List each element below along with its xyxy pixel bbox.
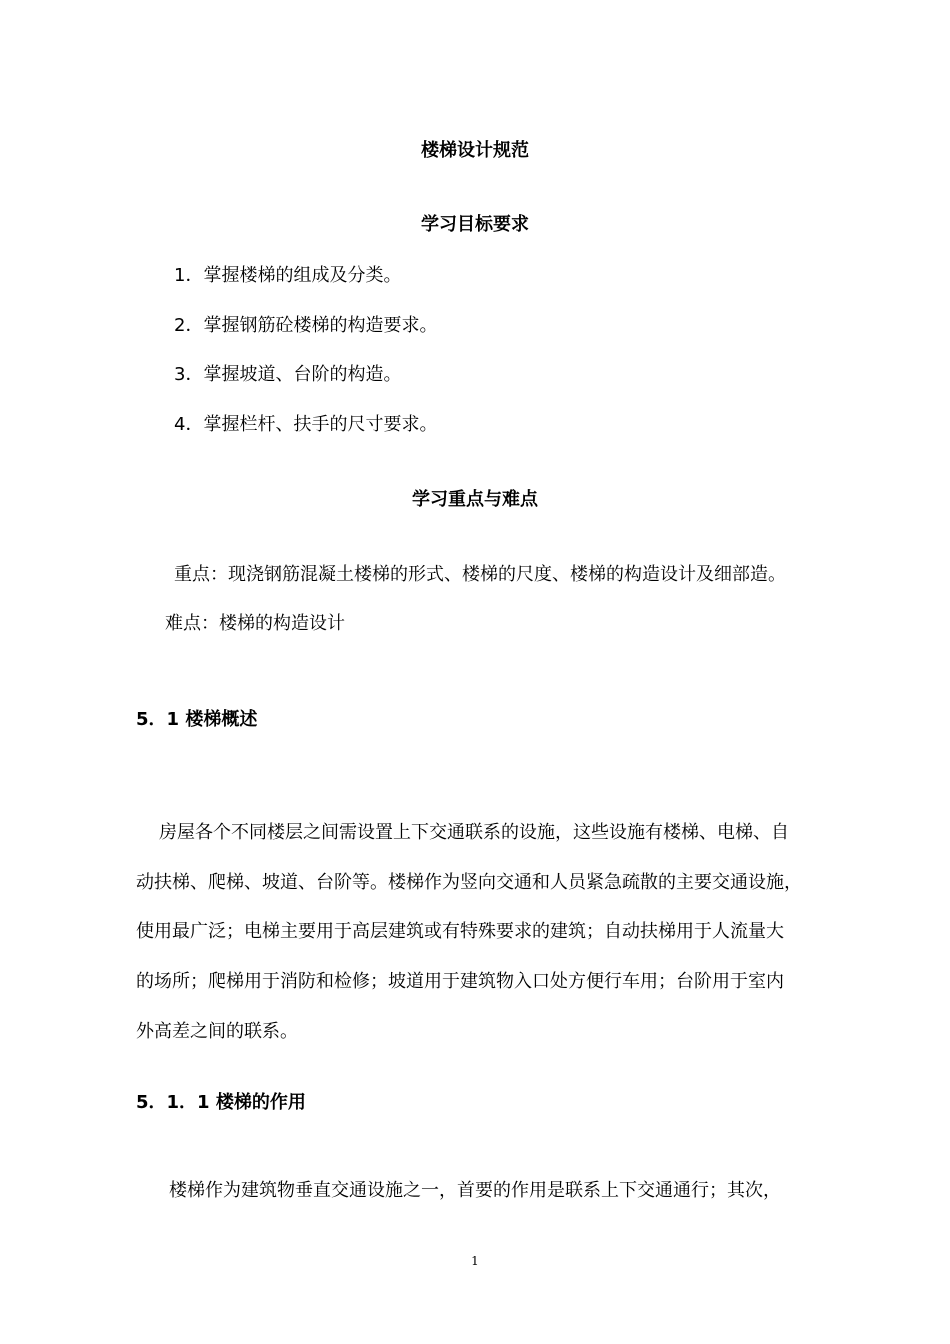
paragraph-line: 外高差之间的联系。 xyxy=(136,1021,298,1042)
paragraph-line: 房屋各个不同楼层之间需设置上下交通联系的设施，这些设施有楼梯、电梯、自 xyxy=(159,822,789,843)
objectives-heading: 学习目标要求 xyxy=(421,214,529,235)
section-heading-5-1-1: 5．1．1 楼梯的作用 xyxy=(136,1092,306,1113)
paragraph-line: 动扶梯、爬梯、坡道、台阶等。楼梯作为竖向交通和人员紧急疏散的主要交通设施， xyxy=(136,872,802,893)
difficulty-text: 难点：楼梯的构造设计 xyxy=(165,613,345,634)
paragraph-line: 的场所；爬梯用于消防和检修；坡道用于建筑物入口处方便行车用；台阶用于室内 xyxy=(136,971,784,992)
objective-item: 3．掌握坡道、台阶的构造。 xyxy=(174,364,402,385)
paragraph-line: 使用最广泛；电梯主要用于高层建筑或有特殊要求的建筑；自动扶梯用于人流量大 xyxy=(136,921,784,942)
objective-item: 4．掌握栏杆、扶手的尺寸要求。 xyxy=(174,414,438,435)
key-point-text: 重点：现浇钢筋混凝土楼梯的形式、楼梯的尺度、楼梯的构造设计及细部造。 xyxy=(174,564,786,585)
objective-item: 2．掌握钢筋砼楼梯的构造要求。 xyxy=(174,315,438,336)
section-heading-5-1: 5．1 楼梯概述 xyxy=(136,709,258,730)
page-number: 1 xyxy=(471,1254,479,1268)
objective-item: 1．掌握楼梯的组成及分类。 xyxy=(174,265,402,286)
document-title: 楼梯设计规范 xyxy=(421,140,529,161)
paragraph-line: 楼梯作为建筑物垂直交通设施之一，首要的作用是联系上下交通通行；其次， xyxy=(169,1180,781,1201)
focus-heading: 学习重点与难点 xyxy=(412,489,538,510)
